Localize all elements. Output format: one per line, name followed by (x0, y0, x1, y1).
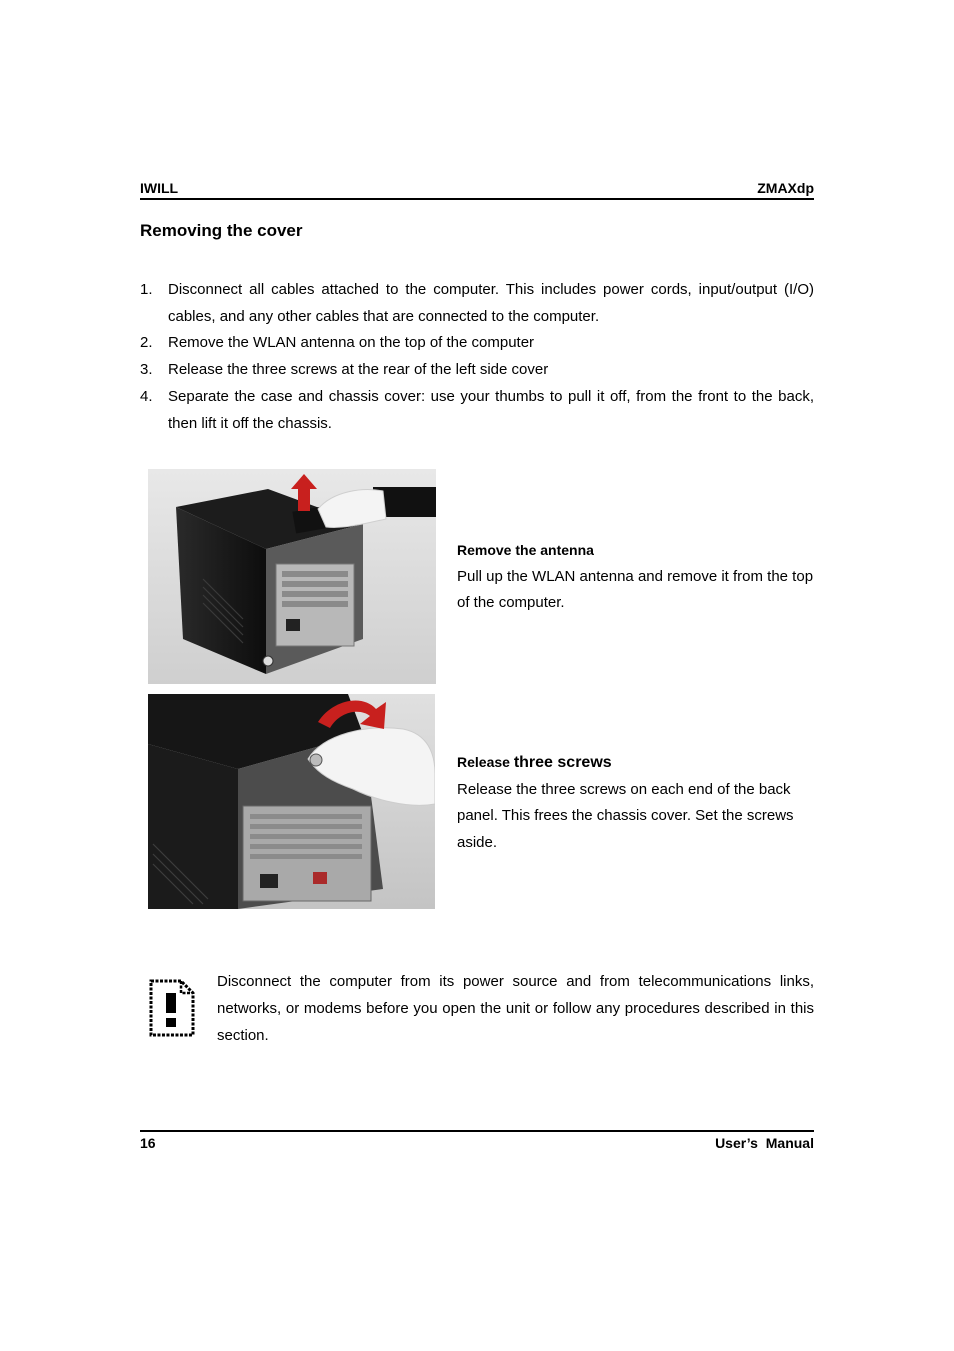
section-title: Removing the cover (140, 221, 303, 240)
step-item (140, 330, 814, 357)
step-text: Release the three screws at the rear of the left side cover (168, 361, 549, 379)
caption-title (457, 749, 814, 777)
manual-title: User’s Manual (715, 1135, 814, 1151)
page-footer (140, 1130, 814, 1152)
photo-remove-antenna (148, 469, 436, 684)
step-number: 1. (140, 281, 153, 298)
page-header (140, 180, 814, 200)
caption-title-part: three screws (513, 754, 612, 771)
steps-list (140, 277, 814, 437)
step-number: 3. (140, 361, 153, 379)
step-text: Remove the WLAN antenna on the top of the computer (168, 334, 535, 352)
step-number: 2. (140, 334, 153, 352)
photo-release-screws (148, 694, 435, 909)
caption-text: Release the three screws on each end of the back panel. This frees the chassis cover. Set the screws aside. (457, 780, 794, 851)
caption-title: Remove the antenna (457, 542, 594, 558)
caption-remove-antenna (457, 537, 814, 617)
caption-title-part: Release (457, 754, 514, 770)
step-text: Separate the case and chassis cover: use your thumbs to pull it off, from the front to the back, then lift it off the chassis. (168, 387, 814, 432)
warning-note-text: Disconnect the computer from its power source and from telecommunications links, networks, or modems before you open the unit or follow any procedures described in this section. (217, 973, 814, 1044)
step-item (140, 277, 814, 330)
page-number: 16 (140, 1135, 156, 1151)
step-item (140, 384, 814, 437)
step-item (140, 357, 814, 384)
header-model: ZMAXdp (757, 180, 814, 196)
warning-note-icon (148, 978, 196, 1043)
caption-text: Pull up the WLAN antenna and remove it from the top of the computer. (457, 567, 814, 611)
step-text: Disconnect all cables attached to the computer. This includes power cords, input/output (I/O) cables, and any other cables that are connected to the computer. (168, 281, 814, 325)
header-brand: IWILL (140, 180, 179, 196)
step-number: 4. (140, 387, 153, 405)
caption-release-screws (457, 749, 814, 856)
